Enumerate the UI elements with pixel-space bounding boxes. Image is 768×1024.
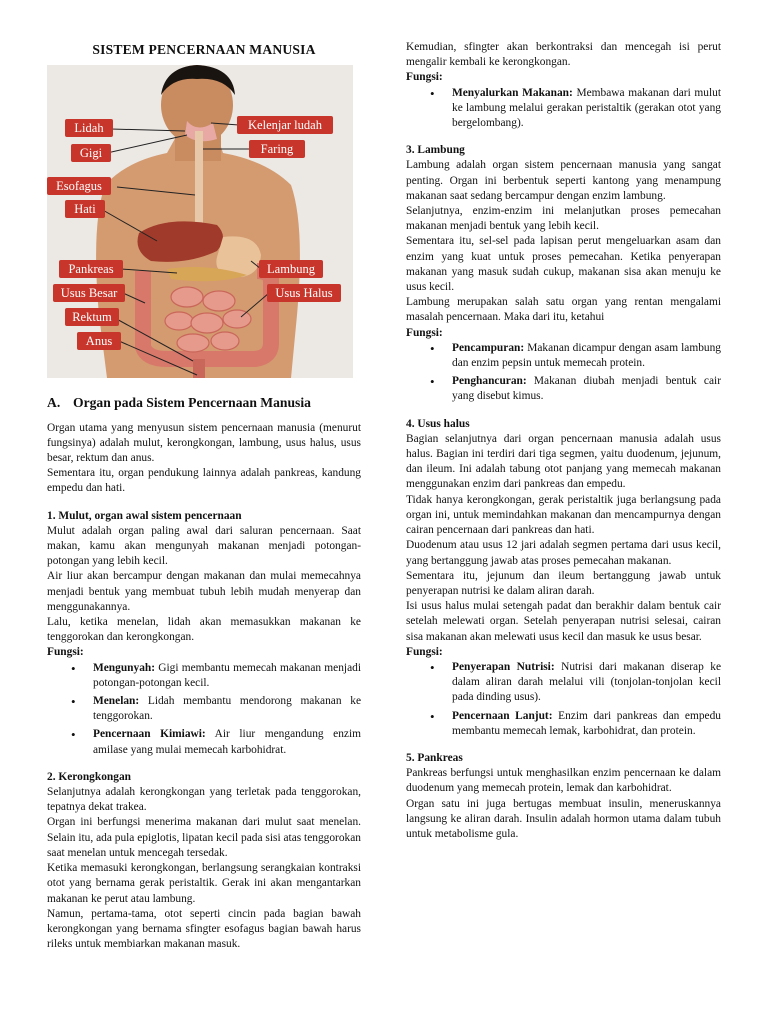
kerongkongan-paragraph: Kemudian, sfingter akan berkontraksi dan mencegah isi perut mengalir kembali ke kerongkongan.: [406, 41, 721, 69]
list-item: [93, 694, 361, 724]
item-label: Pencernaan Kimiawi:: [93, 728, 206, 741]
item-label: Pencernaan Lanjut:: [452, 709, 553, 722]
item-label: Menyalurkan Makanan:: [452, 86, 573, 99]
mulut-fungsi-list: [47, 661, 361, 758]
left-column: [47, 40, 361, 952]
lambung-paragraph: Lambung adalah organ sistem pencernaan manusia yang sangat penting. Organ ini berbentuk seperti kantong yang menampung makanan saat sedang bercampur dengan enzim lambung.: [406, 159, 721, 202]
usus-halus-paragraph: Isi usus halus mulai setengah padat dan berakhir dalam bentuk cair setelah melewati organ. Setelah penyerapan nutrisi selesai, cairan sisa makanan akan melewati usus kecil dan masuk ke usus besar.: [406, 600, 721, 643]
item-text: Enzim dari pankreas dan empedu membantu memecah lemak, karbohidrat, dan protein.: [452, 709, 721, 737]
fungsi-label: Fungsi:: [406, 645, 443, 658]
usus-halus-paragraph: Duodenum atau usus 12 jari adalah segmen pertama dari usus kecil, yang bertanggung jawab atas proses pemecahan makanan.: [406, 539, 721, 567]
label-lambung: Lambung: [267, 262, 315, 277]
list-item: [452, 709, 721, 739]
pankreas-paragraph: Organ satu ini juga bertugas membuat insulin, meneruskannya langsung ke aliran darah. Insulin adalah hormon utama dalam tubuh untuk metabolisme gula.: [406, 797, 721, 840]
pankreas-heading: 5. Pankreas: [406, 751, 463, 764]
section-heading: [47, 395, 361, 410]
right-column: [406, 40, 721, 842]
item-text: Air liur mengandung enzim amilase yang mulai memecah karbohidrat.: [93, 728, 361, 756]
usus-halus-heading: 4. Usus halus: [406, 417, 470, 430]
lambung-paragraph: Selanjutnya, enzim-enzim ini melanjutkan proses pemecahan makanan menjadi bentuk yang lebih kecil.: [406, 205, 721, 233]
lambung-paragraph: Sementara itu, sel-sel pada lapisan perut mengeluarkan asam dan enzim yang kuat untuk proses pemecahan. Ketika penyerapan makanan yang masuk sudah cukup, makanan sisa akan menuju ke usus kecil.: [406, 235, 721, 294]
list-item: [93, 661, 361, 691]
mulut-paragraph: Air liur akan bercampur dengan makanan dan mulai memecahnya menjadi bentuk yang membuat tubuh lebih mudah menyerap dan menggunakannya.: [47, 570, 361, 613]
item-label: Penghancuran:: [452, 375, 527, 388]
list-item: [452, 341, 721, 371]
kerongkongan-fungsi-list: [406, 86, 721, 132]
kerongkongan-heading: 2. Kerongkongan: [47, 770, 131, 783]
list-item: [452, 86, 721, 132]
usus-halus-paragraph: Tidak hanya kerongkongan, gerak peristaltik juga berlangsung pada organ ini, untuk memindahkan makanan dan mencampurnya dengan cairan pencernaan dari pankreas dan hati.: [406, 493, 721, 537]
label-usus-halus: Usus Halus: [275, 286, 333, 301]
item-text: Nutrisi dari makanan diserap ke dalam aliran darah melalui vili (tonjolan-tonjolan kecil pada dinding usus).: [452, 660, 721, 704]
item-text: Makanan diubah menjadi bentuk cair yang disebut kimus.: [452, 375, 721, 403]
fungsi-label: Fungsi:: [406, 71, 443, 84]
fungsi-label: Fungsi:: [47, 646, 84, 659]
kerongkongan-paragraph: Namun, pertama-tama, otot seperti cincin pada bagian bawah kerongkongan yang bernama sfingter esofagus bagian bawah harus rileks untuk membiarkan makanan masuk.: [47, 907, 361, 951]
label-esofagus: Esofagus: [56, 179, 102, 194]
label-anus: Anus: [85, 334, 113, 349]
intro-paragraph: Organ utama yang menyusun sistem pencernaan manusia (menurut fungsinya) adalah mulut, kerongkongan, lambung, usus halus, usus besar, rektum dan anus.: [47, 421, 361, 465]
page-title: SISTEM PENCERNAAN MANUSIA: [92, 42, 316, 57]
section-title: Organ pada Sistem Pencernaan Manusia: [73, 395, 311, 411]
item-label: Menelan:: [93, 695, 140, 708]
section-letter: A.: [47, 395, 61, 411]
intro-paragraph: Sementara itu, organ pendukung lainnya adalah pankreas, kandung empedu dan hati.: [47, 467, 361, 495]
mulut-paragraph: Lalu, ketika menelan, lidah akan memasukkan makanan ke tenggorokan dan kerongkongan.: [47, 616, 361, 644]
lambung-fungsi-list: [406, 341, 721, 405]
item-text: Lidah membantu mendorong makanan ke tenggorokan.: [93, 695, 361, 723]
label-lidah: Lidah: [74, 121, 104, 136]
item-label: Penyerapan Nutrisi:: [452, 660, 555, 673]
label-pankreas: Pankreas: [68, 262, 114, 277]
label-usus-besar: Usus Besar: [60, 286, 118, 301]
digestive-system-figure: [47, 65, 353, 378]
label-rektum: Rektum: [72, 310, 112, 325]
kerongkongan-paragraph: Ketika memasuki kerongkongan, berlangsung serangkaian kontraksi otot yang bernama gerak peristaltik. Gerak ini akan mengantarkan makanan ke perut atau lambung.: [47, 862, 361, 905]
item-text: Membawa makanan dari mulut ke lambung melalui gerakan peristaltik (gerakan otot yang bergelombang).: [452, 86, 722, 130]
kerongkongan-paragraph: Organ ini berfungsi menerima makanan dari mulut saat menelan. Selain itu, ada pula epiglotis, lipatan kecil pada sisi atas tenggorokan saat menelan untuk mencegah tersedak.: [47, 816, 361, 859]
usus-halus-fungsi-list: [406, 660, 721, 739]
item-text: Makanan dicampur dengan asam lambung dan enzim pepsin untuk memecah protein.: [452, 341, 721, 370]
list-item: [93, 727, 361, 757]
item-text: Gigi membantu memecah makanan menjadi potongan-potongan kecil.: [93, 661, 361, 689]
item-label: Pencampuran:: [452, 341, 525, 354]
label-faring: Faring: [260, 142, 294, 157]
usus-halus-paragraph: Bagian selanjutnya dari organ pencernaan manusia adalah usus halus. Bagian ini terdiri dari tiga segmen, yaitu duodenum, jejunum, dan ileum. Ini adalah tabung otot panjang yang memecah makanan menggunakan enzim dari pankreas dan empedu.: [406, 432, 721, 491]
pankreas-paragraph: Pankreas berfungsi untuk menghasilkan enzim pencernaan ke dalam duodenum yang memecah protein, lemak dan karbohidrat.: [406, 767, 721, 795]
lambung-paragraph: Lambung merupakan salah satu organ yang rentan mengalami masalah pencernaan. Maka dari itu, ketahui: [406, 296, 721, 324]
list-item: [452, 374, 721, 404]
mulut-paragraph: Mulut adalah organ paling awal dari saluran pencernaan. Saat makan, kamu akan mengunyah makanan menjadi potongan-potongan yang lebih kecil.: [47, 524, 361, 568]
label-kelenjar-ludah: Kelenjar ludah: [248, 118, 322, 133]
item-label: Mengunyah:: [93, 661, 156, 674]
lambung-heading: 3. Lambung: [406, 144, 465, 157]
usus-halus-paragraph: Sementara itu, jejunum dan ileum bertanggung jawab untuk penyerapan nutrisi ke dalam aliran darah.: [406, 569, 721, 597]
kerongkongan-paragraph: Selanjutnya adalah kerongkongan yang terletak pada tenggorokan, tepatnya dekat trakea.: [47, 786, 361, 814]
mulut-heading: 1. Mulut, organ awal sistem pencernaan: [47, 509, 242, 522]
fungsi-label: Fungsi:: [406, 326, 443, 339]
label-gigi: Gigi: [79, 146, 103, 161]
list-item: [452, 660, 721, 706]
label-hati: Hati: [74, 202, 96, 217]
